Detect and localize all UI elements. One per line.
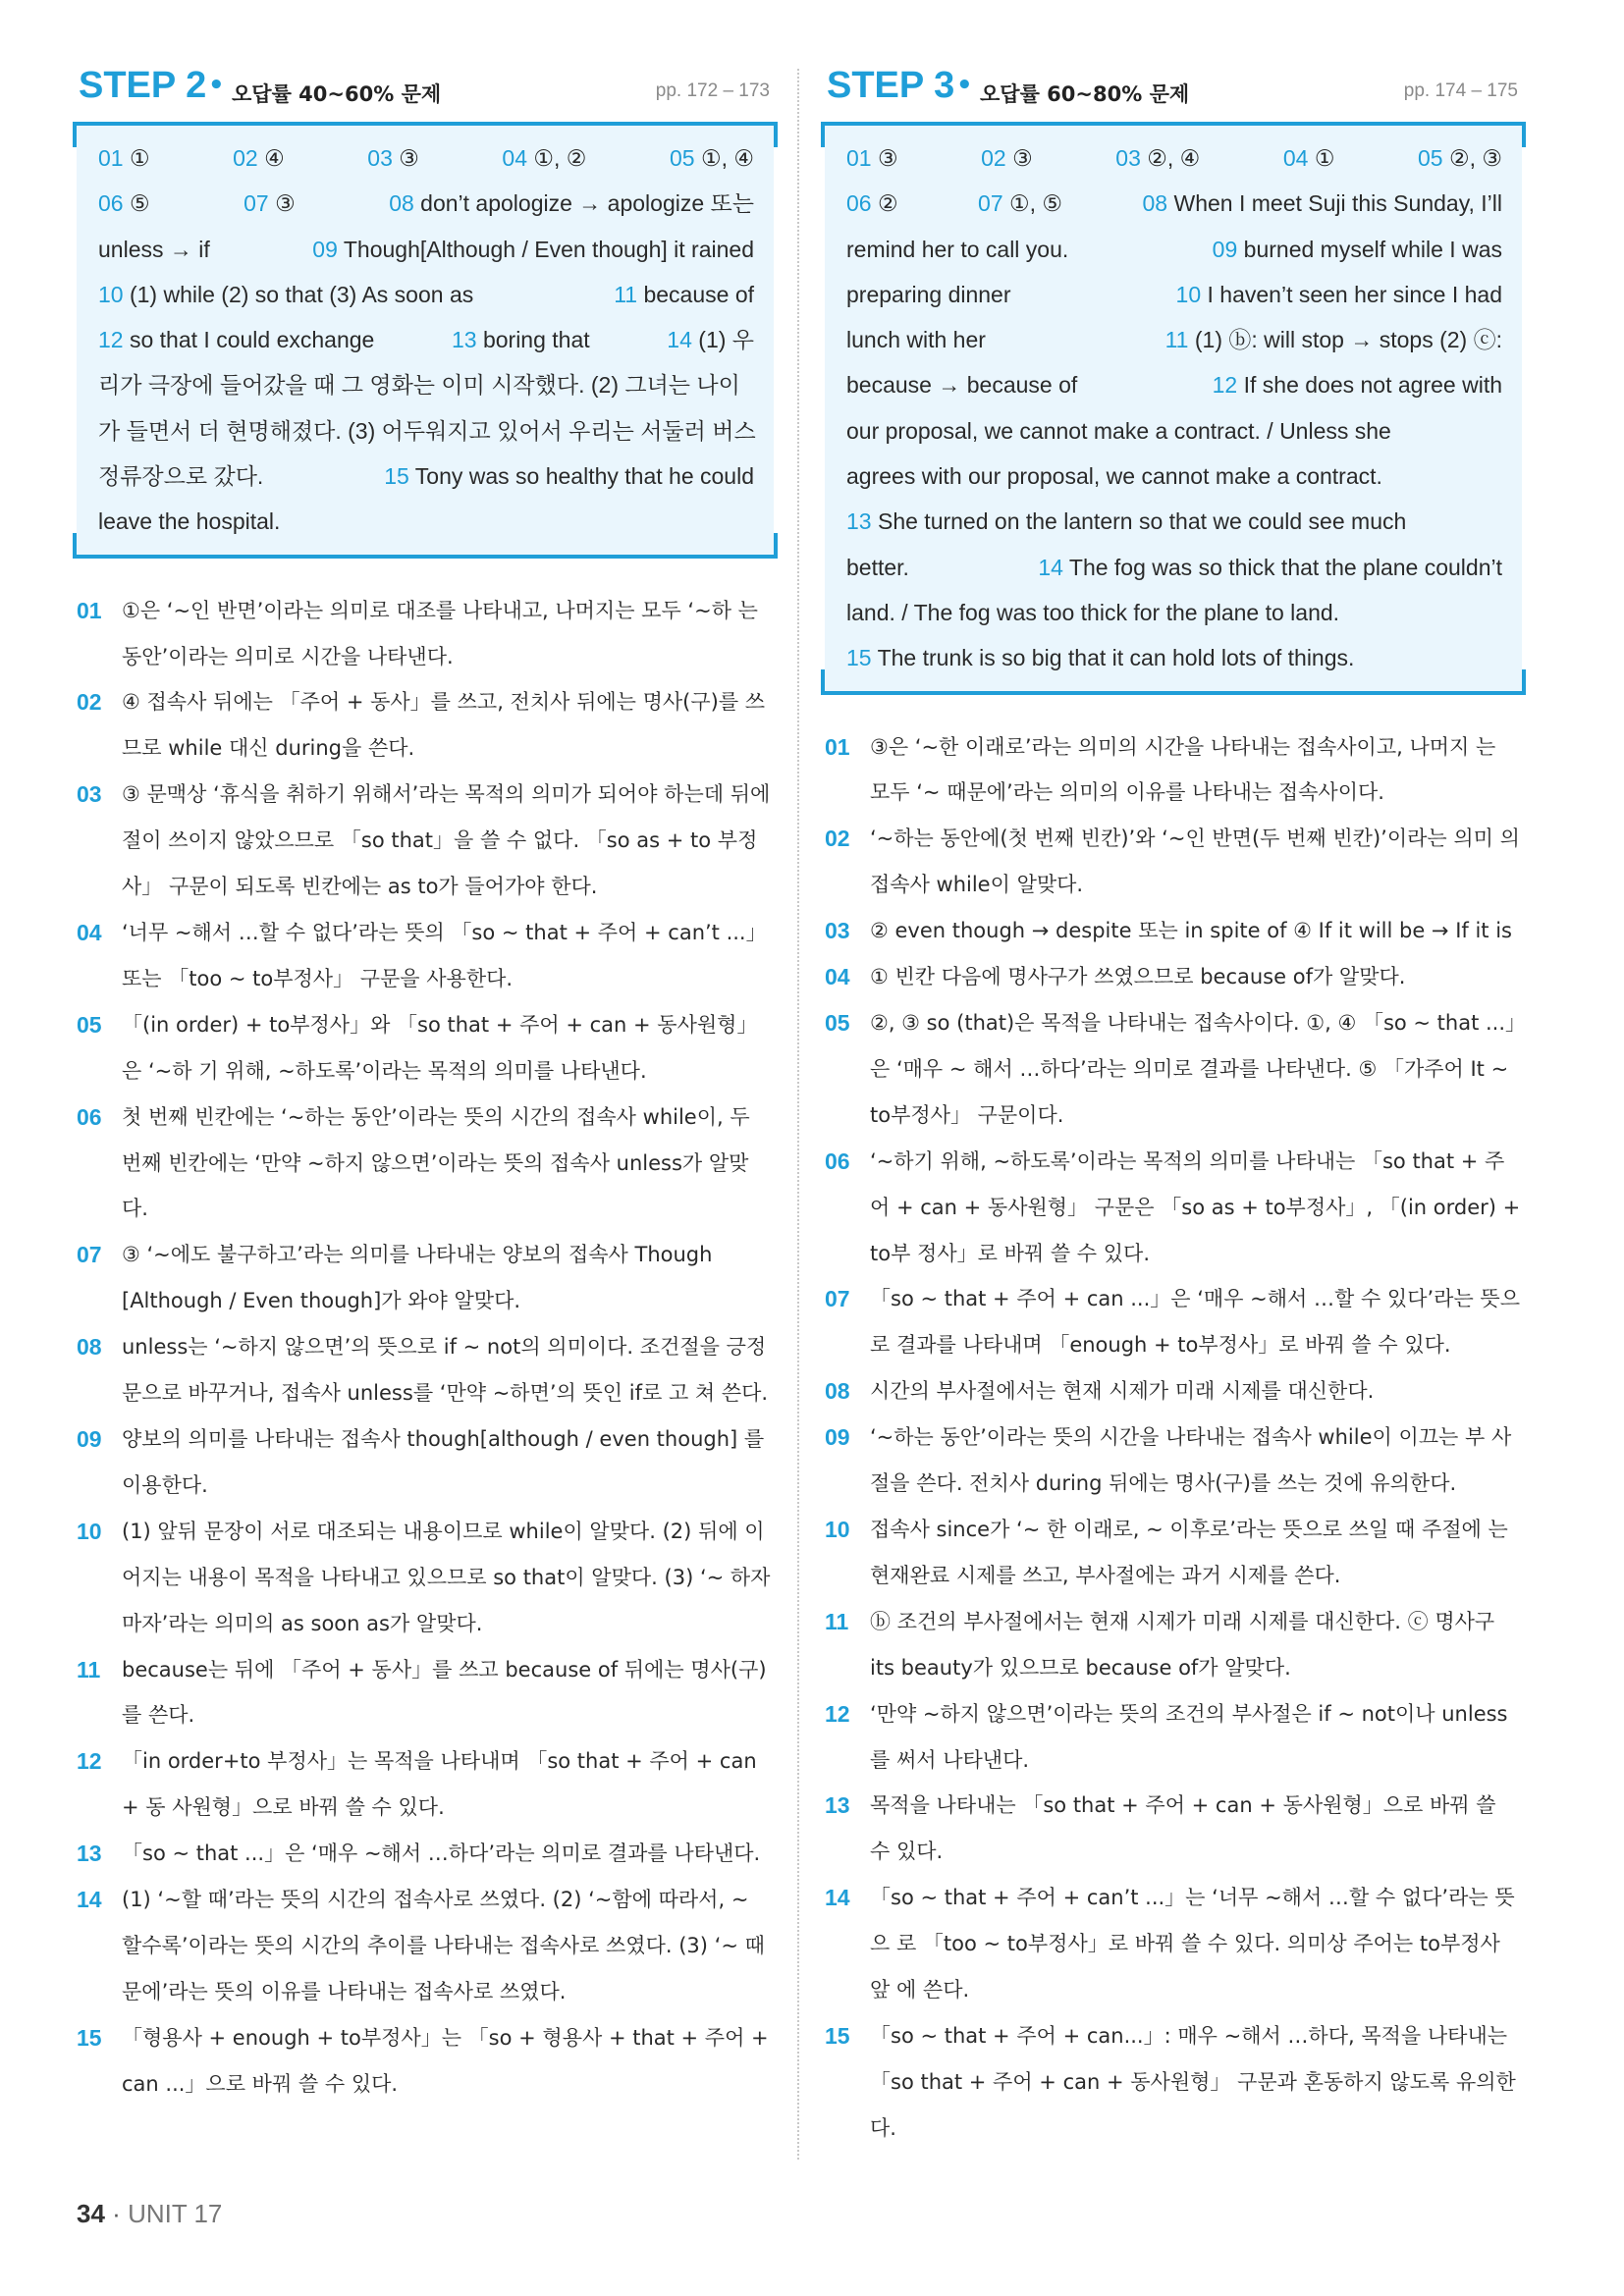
answer-line bbox=[846, 590, 1502, 635]
explanation-number: 11 bbox=[77, 1656, 101, 1682]
answer-number: 15 bbox=[384, 463, 409, 490]
page-reference: pp. 172 – 173 bbox=[655, 80, 770, 101]
explanation-text: ③ 문맥상 ‘휴식을 취하기 위해서’라는 목적의 의미가 되어야 하는데 뒤에 절이 쓰이지 않았으므로 「so that」을 쓸 수 없다. 「so as + to 부정사」 구문이 되도록 빈칸에는 as to가 들어가야 한다. bbox=[122, 782, 771, 899]
answer-number: 08 bbox=[1142, 190, 1168, 217]
explanation-number: 03 bbox=[77, 781, 102, 808]
explanation-text: ‘~하는 동안에(첫 번째 빈칸)’와 ‘~인 반면(두 번째 빈칸)’이라는 의미 의 접속사 while이 알맞다. bbox=[870, 827, 1520, 897]
explanation-text: 시간의 부사절에서는 현재 시제가 미래 시제를 대신한다. bbox=[870, 1379, 1375, 1404]
explanation-item bbox=[77, 1324, 774, 1416]
answer-item bbox=[1038, 545, 1502, 590]
step-title: STEP 3 bbox=[827, 65, 955, 106]
explanation-text: ‘만약 ~하지 않으면’이라는 뜻의 조건의 부사절은 if ~ not이나 unless를 써서 나타낸다. bbox=[870, 1701, 1508, 1772]
explanation-text: (1) 앞뒤 문장이 서로 대조되는 내용이므로 while이 알맞다. (2) 뒤에 이어지는 내용이 목적을 나타내고 있으므로 so that이 알맞다. (3) ‘~ 하자마자’라는 의미의 as soon as가 알맞다. bbox=[122, 1519, 771, 1635]
explanation-text: 「in order+to 부정사」는 목적을 나타내며 「so that + 주어 + can + 동 사원형」으로 바꿔 쓸 수 있다. bbox=[122, 1749, 757, 1820]
explanation-number: 08 bbox=[825, 1378, 850, 1405]
explanation-text: ① 빈칸 다음에 명사구가 쓰였으므로 because of가 알맞다. bbox=[870, 965, 1406, 989]
explanation-item bbox=[77, 679, 774, 772]
answer-text: When I meet Suji this Sunday, I’ll bbox=[1173, 190, 1502, 217]
explanation-number: 09 bbox=[825, 1424, 850, 1451]
explanation-text: ‘너무 ~해서 …할 수 없다’라는 뜻의 「so ~ that + 주어 + can’t ...」 또는 「too ~ to부정사」 구문을 사용한다. bbox=[122, 921, 767, 990]
answer-item bbox=[614, 272, 754, 317]
answer-text: The trunk is so big that it can hold lots of things. bbox=[877, 645, 1355, 671]
answer-text: 정류장으로 갔다. bbox=[98, 463, 264, 490]
answer-text: land. / The fog was too thick for the plane to land. bbox=[846, 599, 1340, 625]
answer-line bbox=[98, 408, 754, 454]
step-subtitle: 오답률 60~80% 문제 bbox=[980, 82, 1190, 106]
answer-line bbox=[98, 135, 754, 181]
explanation-text: ⓑ 조건의 부사절에서는 현재 시제가 미래 시제를 대신한다. ⓒ 명사구 its beauty가 있으므로 because of가 알맞다. bbox=[870, 1609, 1495, 1680]
explanation-number: 02 bbox=[77, 689, 102, 716]
answer-text: agrees with our proposal, we cannot make a contract. bbox=[846, 463, 1382, 490]
answer-number: 02 bbox=[981, 145, 1006, 171]
answer-item bbox=[98, 181, 150, 226]
answer-item bbox=[98, 454, 263, 499]
answer-item bbox=[98, 227, 210, 272]
explanation-item bbox=[825, 2013, 1522, 2152]
answer-number: 05 bbox=[669, 145, 695, 171]
answer-item bbox=[367, 135, 419, 181]
answer-line bbox=[846, 227, 1502, 272]
answer-line bbox=[846, 317, 1502, 362]
answer-number: 06 bbox=[98, 190, 124, 217]
answer-text: ① bbox=[129, 145, 150, 171]
step2-header bbox=[77, 63, 774, 122]
answer-number: 13 bbox=[846, 508, 872, 535]
answer-text: our proposal, we cannot make a contract. / Unless she bbox=[846, 417, 1391, 444]
explanation-item bbox=[77, 1095, 774, 1233]
answer-item bbox=[384, 454, 754, 499]
explanation-text: ④ 접속사 뒤에는 「주어 + 동사」를 쓰고, 전치사 뒤에는 명사(구)를 쓰 므로 while 대신 during을 쓴다. bbox=[122, 690, 766, 761]
answer-item bbox=[1143, 181, 1502, 226]
answer-line bbox=[98, 362, 754, 407]
answer-item bbox=[1115, 135, 1200, 181]
explanation-list bbox=[825, 724, 1522, 2152]
answer-item bbox=[846, 635, 1354, 680]
answer-line bbox=[846, 545, 1502, 590]
explanation-text: 양보의 의미를 나타내는 접속사 though[although / even though] 를 이용한다. bbox=[122, 1426, 765, 1497]
answer-line bbox=[98, 317, 754, 362]
explanation-number: 10 bbox=[825, 1516, 850, 1542]
answer-item bbox=[846, 362, 1077, 407]
answer-text: 가 들면서 더 현명해졌다. (3) 어두워지고 있어서 우리는 서둘러 버스 bbox=[98, 417, 756, 444]
explanation-text: ‘~하는 동안’이라는 뜻의 시간을 나타내는 접속사 while이 이끄는 부 사절을 쓴다. 전치사 during 뒤에는 명사(구)를 쓰는 것에 유의한다. bbox=[870, 1425, 1512, 1496]
explanation-number: 04 bbox=[77, 920, 102, 946]
answer-text: don’t apologize → apologize 또는 bbox=[420, 190, 754, 217]
answer-item bbox=[389, 181, 754, 226]
answer-line bbox=[98, 499, 754, 544]
explanation-item bbox=[77, 772, 774, 910]
explanation-item bbox=[77, 910, 774, 1002]
explanation-item bbox=[77, 1509, 774, 1647]
answer-item bbox=[846, 272, 1011, 317]
explanation-number: 05 bbox=[77, 1011, 102, 1038]
answer-text: (1) 우 bbox=[698, 327, 754, 353]
explanation-text: ② even though → despite 또는 in spite of ④ If it will be → If it is bbox=[870, 919, 1512, 943]
page-reference: pp. 174 – 175 bbox=[1403, 80, 1518, 101]
unit-label: UNIT 17 bbox=[128, 2199, 223, 2228]
answer-item bbox=[98, 408, 756, 454]
step-subtitle: 오답률 40~60% 문제 bbox=[232, 82, 442, 106]
answer-number: 09 bbox=[312, 236, 338, 262]
explanation-item bbox=[825, 908, 1522, 954]
answer-text: I haven’t seen her since I had bbox=[1207, 281, 1502, 307]
answer-number: 09 bbox=[1212, 236, 1238, 262]
answer-text: She turned on the lantern so that we could see much bbox=[877, 508, 1407, 535]
explanation-text: unless는 ‘~하지 않으면’의 뜻으로 if ~ not의 의미이다. 조건절을 긍정문으로 바꾸거나, 접속사 unless를 ‘만약 ~하면’의 뜻인 if로 고 쳐 쓴다. bbox=[122, 1335, 769, 1406]
answer-number: 05 bbox=[1417, 145, 1443, 171]
answer-text: ② bbox=[877, 190, 898, 217]
answer-item bbox=[312, 227, 754, 272]
explanation-text: 접속사 since가 ‘~ 한 이래로, ~ 이후로’라는 뜻으로 쓰일 때 주절에 는 현재완료 시제를 쓰고, 부사절에는 과거 시제를 쓴다. bbox=[870, 1517, 1508, 1587]
explanation-number: 11 bbox=[825, 1608, 849, 1634]
explanation-text: ①은 ‘~인 반면’이라는 의미로 대조를 나타내고, 나머지는 모두 ‘~하 는 동안’이라는 의미로 시간을 나타낸다. bbox=[122, 598, 758, 668]
explanation-text: ③은 ‘~한 이래로’라는 의미의 시간을 나타내는 접속사이고, 나머지 는 모두 ‘~ 때문에’라는 의미의 이유를 나타내는 접속사이다. bbox=[870, 734, 1496, 805]
answer-number: 07 bbox=[978, 190, 1003, 217]
explanation-item bbox=[77, 1232, 774, 1324]
answer-number: 08 bbox=[389, 190, 414, 217]
answer-number: 06 bbox=[846, 190, 872, 217]
explanation-text: 목적을 나타내는 「so that + 주어 + can + 동사원형」으로 바꿔 쓸 수 있다. bbox=[870, 1793, 1496, 1864]
answer-number: 10 bbox=[98, 281, 124, 307]
explanation-item bbox=[77, 1647, 774, 1739]
right-column bbox=[825, 63, 1522, 2152]
explanation-number: 13 bbox=[77, 1841, 102, 1867]
explanation-number: 07 bbox=[77, 1242, 102, 1268]
answer-text: The fog was so thick that the plane couldn’t bbox=[1068, 554, 1502, 580]
answer-line bbox=[846, 135, 1502, 181]
explanation-number: 12 bbox=[77, 1748, 102, 1775]
explanation-number: 15 bbox=[825, 2022, 850, 2049]
bullet-icon: • bbox=[956, 71, 973, 100]
answer-text: ④ bbox=[264, 145, 285, 171]
explanation-number: 08 bbox=[77, 1334, 102, 1361]
answer-item bbox=[1213, 362, 1502, 407]
explanation-item bbox=[825, 1415, 1522, 1507]
explanation-number: 01 bbox=[77, 597, 102, 623]
footer-separator: · bbox=[112, 2199, 121, 2228]
explanation-item bbox=[825, 1875, 1522, 2013]
answer-number: 01 bbox=[98, 145, 124, 171]
answer-text: ②, ③ bbox=[1448, 145, 1502, 171]
answer-item bbox=[1165, 317, 1502, 362]
answer-text: If she does not agree with bbox=[1243, 372, 1502, 399]
answer-text: Tony was so healthy that he could bbox=[414, 463, 754, 490]
page-footer bbox=[77, 2199, 222, 2229]
explanation-text: 「so ~ that ...」은 ‘매우 ~해서 …하다’라는 의미로 결과를 나타낸다. bbox=[122, 1842, 761, 1866]
answer-item bbox=[670, 135, 754, 181]
explanation-text: (1) ‘~할 때’라는 뜻의 시간의 접속사로 쓰였다. (2) ‘~함에 따라서, ~ 할수록’이라는 뜻의 시간의 추이를 나타내는 접속사로 쓰였다. (3) ‘~ 때문에’라는 뜻의 이유를 나타내는 접속사로 쓰였다. bbox=[122, 1888, 765, 2003]
answer-item bbox=[846, 408, 1391, 454]
explanation-text: ③ ‘~에도 불구하고’라는 의미를 나타내는 양보의 접속사 Though [Although / Even though]가 와야 알맞다. bbox=[122, 1243, 713, 1313]
answer-text: ③ bbox=[877, 145, 898, 171]
explanation-text: 「so ~ that + 주어 + can...」: 매우 ~해서 …하다, 목적을 나타내는 「so that + 주어 + can + 동사원형」 구문과 혼동하지 않도록 유의한다. bbox=[870, 2023, 1516, 2140]
explanation-item bbox=[77, 1416, 774, 1509]
answer-text: ③ bbox=[275, 190, 296, 217]
answer-text: ⑤ bbox=[129, 190, 150, 217]
answer-item bbox=[1213, 227, 1502, 272]
explanation-item bbox=[825, 1368, 1522, 1415]
answer-text: so that I could exchange bbox=[129, 327, 375, 353]
answer-item bbox=[846, 135, 898, 181]
answer-item bbox=[846, 181, 898, 226]
explanation-number: 10 bbox=[77, 1518, 102, 1544]
answer-number: 12 bbox=[98, 327, 124, 353]
step3-header bbox=[825, 63, 1522, 122]
answer-item bbox=[1176, 272, 1502, 317]
answer-item bbox=[846, 499, 1406, 544]
answer-item bbox=[846, 454, 1382, 499]
answer-number: 07 bbox=[244, 190, 269, 217]
answer-line bbox=[846, 454, 1502, 499]
answer-text: because of bbox=[643, 281, 754, 307]
answer-line bbox=[846, 499, 1502, 544]
explanation-item bbox=[77, 1831, 774, 1877]
explanation-item bbox=[825, 724, 1522, 817]
answer-number: 14 bbox=[1038, 554, 1063, 580]
explanation-text: 「so ~ that + 주어 + can’t ...」는 ‘너무 ~해서 …할 수 없다’라는 뜻으 로 「too ~ to부정사」로 바꿔 쓸 수 있다. 의미상 주어는 to부정사 앞 에 쓴다. bbox=[870, 1886, 1515, 2002]
answer-number: 02 bbox=[233, 145, 258, 171]
explanation-list bbox=[77, 588, 774, 2108]
answer-text: better. bbox=[846, 554, 909, 580]
answer-item bbox=[846, 317, 986, 362]
explanation-item bbox=[77, 2015, 774, 2108]
answer-number: 10 bbox=[1175, 281, 1202, 307]
explanation-number: 03 bbox=[825, 918, 850, 944]
answer-item bbox=[846, 227, 1068, 272]
answer-line bbox=[98, 181, 754, 226]
explanation-item bbox=[77, 1877, 774, 2015]
answer-item bbox=[98, 317, 374, 362]
explanation-item bbox=[825, 954, 1522, 1000]
explanation-number: 02 bbox=[825, 826, 850, 852]
answer-item bbox=[98, 272, 473, 317]
explanation-number: 14 bbox=[825, 1885, 850, 1911]
explanation-item bbox=[825, 1507, 1522, 1599]
answer-number: 03 bbox=[1115, 145, 1141, 171]
explanation-item bbox=[825, 1691, 1522, 1784]
answer-box bbox=[825, 122, 1522, 695]
answer-text: ③ bbox=[1012, 145, 1033, 171]
answer-number: 12 bbox=[1212, 372, 1238, 399]
explanation-item bbox=[825, 1139, 1522, 1277]
explanation-text: ‘~하기 위해, ~하도록’이라는 목적의 의미를 나타내는 「so that + 주 어 + can + 동사원형」 구문은 「so as + to부정사」, 「(in order) + to부 정사」로 바꿔 쓸 수 있다. bbox=[870, 1148, 1521, 1265]
explanation-text: 「(in order) + to부정사」와 「so that + 주어 + can + 동사원형」은 ‘~하 기 위해, ~하도록’이라는 목적의 의미를 나타낸다. bbox=[122, 1012, 758, 1083]
answer-text: ① bbox=[1314, 145, 1335, 171]
explanation-number: 06 bbox=[77, 1103, 102, 1130]
answer-text: ①, ④ bbox=[700, 145, 754, 171]
page-number: 34 bbox=[77, 2199, 105, 2228]
answer-box bbox=[77, 122, 774, 559]
explanation-item bbox=[825, 816, 1522, 908]
answer-number: 15 bbox=[846, 645, 872, 671]
answer-item bbox=[846, 590, 1339, 635]
answer-line bbox=[98, 227, 754, 272]
answer-text: boring that bbox=[482, 327, 590, 353]
step-title: STEP 2 bbox=[79, 65, 207, 106]
answer-item bbox=[98, 499, 280, 544]
answer-item bbox=[981, 135, 1033, 181]
answer-number: 01 bbox=[846, 145, 872, 171]
explanation-number: 06 bbox=[825, 1148, 850, 1174]
answer-item bbox=[233, 135, 285, 181]
answer-item bbox=[978, 181, 1062, 226]
answer-text: unless → if bbox=[98, 236, 210, 262]
answer-number: 03 bbox=[367, 145, 393, 171]
explanation-item bbox=[77, 588, 774, 680]
answer-number: 11 bbox=[1164, 327, 1189, 353]
explanation-number: 15 bbox=[77, 2024, 102, 2051]
explanation-number: 14 bbox=[77, 1887, 102, 1913]
explanation-number: 09 bbox=[77, 1425, 102, 1452]
answer-text: (1) while (2) so that (3) As soon as bbox=[129, 281, 474, 307]
answer-line bbox=[846, 635, 1502, 680]
answer-line bbox=[846, 408, 1502, 454]
explanation-number: 13 bbox=[825, 1792, 850, 1819]
answer-number: 14 bbox=[667, 327, 692, 353]
explanation-text: 첫 번째 빈칸에는 ‘~하는 동안’이라는 뜻의 시간의 접속사 while이, 두 번째 빈칸에는 ‘만약 ~하지 않으면’이라는 뜻의 접속사 unless가 알맞다. bbox=[122, 1104, 750, 1221]
answer-item bbox=[502, 135, 586, 181]
answer-text: ①, ⑤ bbox=[1009, 190, 1063, 217]
answer-text: ③ bbox=[399, 145, 419, 171]
answer-item bbox=[98, 362, 740, 407]
answer-number: 13 bbox=[451, 327, 477, 353]
answer-item bbox=[452, 317, 590, 362]
explanation-item bbox=[825, 1000, 1522, 1139]
answer-text: 리가 극장에 들어갔을 때 그 영화는 이미 시작했다. (2) 그녀는 나이 bbox=[98, 372, 740, 399]
answer-number: 11 bbox=[614, 281, 638, 307]
answer-line bbox=[846, 272, 1502, 317]
answer-text: (1) ⓑ: will stop → stops (2) ⓒ: bbox=[1194, 327, 1502, 353]
answer-line bbox=[846, 362, 1502, 407]
answer-item bbox=[667, 317, 754, 362]
explanation-number: 04 bbox=[825, 964, 850, 990]
bullet-icon: • bbox=[208, 71, 225, 100]
explanation-text: ②, ③ so (that)은 목적을 나타내는 접속사이다. ①, ④ 「so ~ that ...」은 ‘매우 ~ 해서 …하다’라는 의미로 결과를 나타낸다. ⑤ 「가주어 It ~ to부정사」 구문이다. bbox=[870, 1011, 1516, 1127]
answer-item bbox=[846, 545, 909, 590]
explanation-number: 12 bbox=[825, 1700, 850, 1727]
answer-text: because → because of bbox=[846, 372, 1078, 399]
explanation-item bbox=[77, 1002, 774, 1095]
answer-text: lunch with her bbox=[846, 327, 986, 353]
answer-text: ②, ④ bbox=[1147, 145, 1201, 171]
answer-text: Though[Although / Even though] it rained bbox=[343, 236, 754, 262]
explanation-text: 「형용사 + enough + to부정사」는 「so + 형용사 + that + 주어 + can ...」으로 바꿔 쓸 수 있다. bbox=[122, 2025, 769, 2096]
explanation-item bbox=[825, 1599, 1522, 1691]
answer-item bbox=[244, 181, 296, 226]
left-column bbox=[77, 63, 774, 2108]
answer-line bbox=[98, 454, 754, 499]
explanation-item bbox=[77, 1738, 774, 1831]
answer-text: preparing dinner bbox=[846, 281, 1011, 307]
explanation-text: 「so ~ that + 주어 + can ...」은 ‘매우 ~해서 …할 수 있다’라는 뜻으 로 결과를 나타내며 「enough + to부정사」로 바꿔 쓸 수 있다. bbox=[870, 1287, 1520, 1358]
explanation-number: 05 bbox=[825, 1010, 850, 1036]
explanation-item bbox=[825, 1276, 1522, 1368]
explanation-item bbox=[825, 1783, 1522, 1875]
answer-text: burned myself while I was bbox=[1243, 236, 1502, 262]
column-divider bbox=[797, 69, 799, 2160]
explanation-text: because는 뒤에 「주어 + 동사」를 쓰고 because of 뒤에는 명사(구) 를 쓴다. bbox=[122, 1657, 767, 1728]
answer-number: 04 bbox=[1282, 145, 1309, 171]
answer-text: leave the hospital. bbox=[98, 508, 281, 535]
answer-line bbox=[846, 181, 1502, 226]
answer-text: ①, ② bbox=[533, 145, 587, 171]
answer-text: remind her to call you. bbox=[846, 236, 1069, 262]
answer-item bbox=[1283, 135, 1335, 181]
explanation-number: 01 bbox=[825, 733, 850, 760]
answer-item bbox=[1418, 135, 1502, 181]
answer-item bbox=[98, 135, 150, 181]
answer-line bbox=[98, 272, 754, 317]
answer-number: 04 bbox=[502, 145, 528, 171]
explanation-number: 07 bbox=[825, 1286, 850, 1312]
